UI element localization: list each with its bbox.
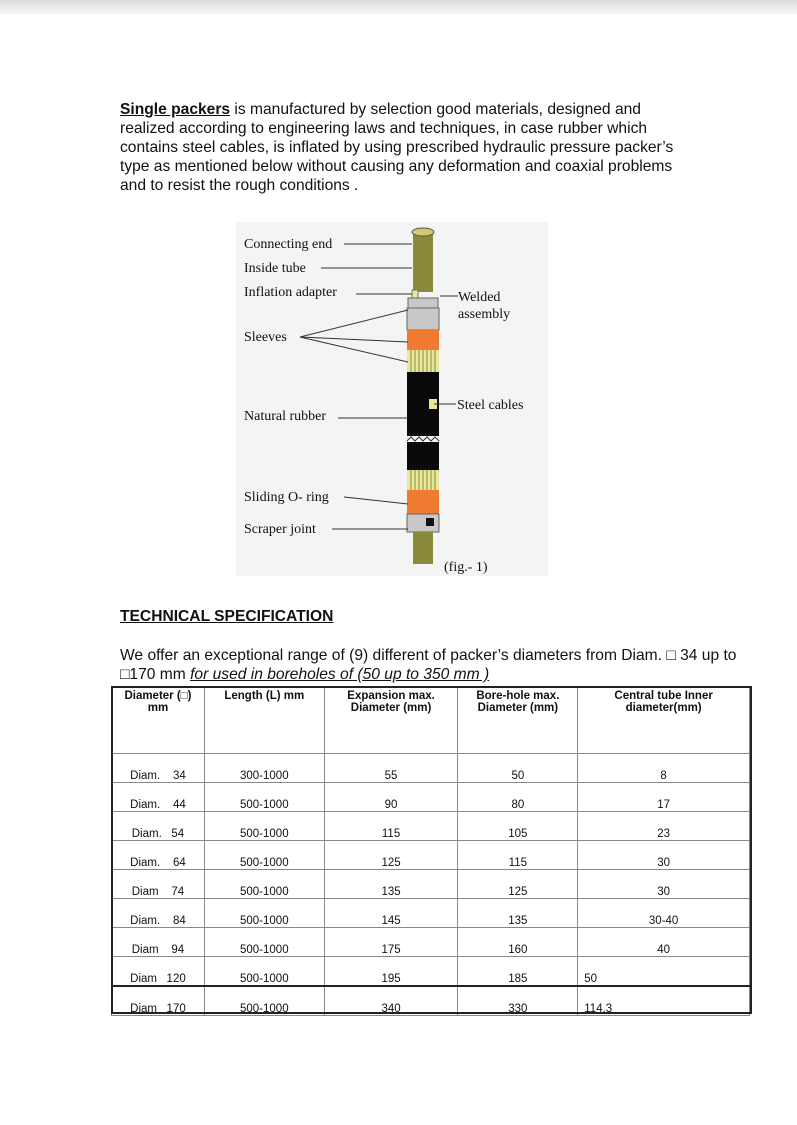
cell-borehole: 185: [458, 957, 578, 987]
label-sleeves: Sleeves: [244, 330, 287, 345]
label-welded: Welded: [458, 290, 501, 305]
oring-mark: [426, 518, 434, 526]
cell-expansion: 55: [324, 754, 458, 783]
cell-borehole: 125: [458, 870, 578, 899]
cell-expansion: 145: [324, 899, 458, 928]
inflation-adapter: [412, 290, 418, 298]
header-central-tube: Central tube Inner diameter(mm): [578, 687, 750, 754]
cell-central-tube: 50: [578, 957, 750, 987]
cell-length: 500-1000: [204, 870, 324, 899]
header-expansion: Expansion max. Diameter (mm): [324, 687, 458, 754]
cell-expansion: 175: [324, 928, 458, 957]
orange-sleeve-top: [407, 330, 439, 350]
cell-expansion: 340: [324, 986, 458, 1016]
intro-body: is manufactured by selection good materials, designed and realized according to engineering laws and techniques, in case rubber which contains steel cables, is inflated by using prescribed hydraulic pressure packer’s type as mentioned below without causing any deformation and coaxial problems and to resist the rough conditions .: [120, 101, 674, 194]
packer-figure: [236, 222, 548, 576]
cell-borehole: 160: [458, 928, 578, 957]
cell-length: 500-1000: [204, 957, 324, 987]
table-row: [112, 957, 750, 987]
offer-note: for used in boreholes of (50 up to 350 mm ): [190, 666, 490, 683]
header-borehole: Bore-hole max. Diameter (mm): [458, 687, 578, 754]
cell-length: 500-1000: [204, 899, 324, 928]
cell-diameter: Diam 74: [112, 870, 205, 899]
cell-length: 500-1000: [204, 841, 324, 870]
cell-diameter: Diam 120: [112, 957, 205, 987]
offer-paragraph: [120, 646, 740, 684]
cell-expansion: 195: [324, 957, 458, 987]
table-row: [112, 928, 750, 957]
intro-paragraph: [120, 100, 680, 195]
table-row: [112, 986, 750, 1016]
intro-lead: Single packers: [120, 101, 231, 118]
table-row: [112, 812, 750, 841]
cell-length: 500-1000: [204, 783, 324, 812]
cell-borehole: 135: [458, 899, 578, 928]
spec-title: TECHNICAL SPECIFICATION: [120, 608, 334, 625]
cell-central-tube: 40: [578, 928, 750, 957]
cell-length: 500-1000: [204, 812, 324, 841]
cell-expansion: 135: [324, 870, 458, 899]
label-scraper-joint: Scraper joint: [244, 522, 316, 537]
upper-sleeve: [407, 308, 439, 330]
cell-length: 500-1000: [204, 986, 324, 1016]
label-steel-cables: Steel cables: [457, 398, 524, 413]
cell-borehole: 80: [458, 783, 578, 812]
cell-length: 500-1000: [204, 928, 324, 957]
cell-diameter: Diam. 44: [112, 783, 205, 812]
cell-length: 300-1000: [204, 754, 324, 783]
label-natural-rubber: Natural rubber: [244, 409, 327, 424]
label-connecting-end: Connecting end: [244, 237, 333, 252]
cable-lines-top: [411, 350, 435, 372]
cell-diameter: Diam. 54: [112, 812, 205, 841]
cell-central-tube: 30: [578, 841, 750, 870]
orange-sleeve-bottom: [407, 490, 439, 514]
inside-tube-top: [413, 230, 433, 292]
cell-borehole: 330: [458, 986, 578, 1016]
cell-central-tube: 17: [578, 783, 750, 812]
table-row: [112, 899, 750, 928]
spec-table-body: [112, 754, 750, 1016]
inside-tube-bottom: [413, 532, 433, 564]
cell-expansion: 125: [324, 841, 458, 870]
natural-rubber-lower: [407, 442, 439, 470]
table-row: [112, 783, 750, 812]
table-row: [112, 754, 750, 783]
label-sliding-oring: Sliding O- ring: [244, 490, 329, 505]
cell-expansion: 90: [324, 783, 458, 812]
cable-lines-bottom: [411, 470, 435, 490]
offer-text: We offer an exceptional range of (9) different of packer’s diameters from Diam. □ 34 up to □170 mm: [120, 647, 737, 683]
cell-diameter: Diam. 84: [112, 899, 205, 928]
cell-diameter: Diam. 34: [112, 754, 205, 783]
cell-borehole: 115: [458, 841, 578, 870]
cell-central-tube: 23: [578, 812, 750, 841]
cell-central-tube: 114.3: [578, 986, 750, 1016]
connecting-end: [412, 228, 434, 236]
break-line: [407, 437, 439, 441]
label-inside-tube: Inside tube: [244, 261, 306, 276]
cell-central-tube: 8: [578, 754, 750, 783]
spec-table: [111, 686, 750, 1016]
cell-expansion: 115: [324, 812, 458, 841]
top-bar: [0, 0, 797, 14]
label-inflation-adapter: Inflation adapter: [244, 285, 337, 300]
scraper-joint: [407, 514, 439, 532]
cell-borehole: 50: [458, 754, 578, 783]
cell-diameter: Diam 94: [112, 928, 205, 957]
cell-central-tube: 30: [578, 870, 750, 899]
cell-diameter: Diam. 64: [112, 841, 205, 870]
figure-caption: (fig.- 1): [444, 560, 488, 575]
table-row: [112, 841, 750, 870]
table-header-row: [112, 687, 750, 754]
welded-assembly: [408, 298, 438, 308]
cell-central-tube: 30-40: [578, 899, 750, 928]
cell-borehole: 105: [458, 812, 578, 841]
packer-diagram: [236, 222, 548, 576]
cell-diameter: Diam 170: [112, 986, 205, 1016]
label-assembly: assembly: [458, 307, 511, 322]
table-row: [112, 870, 750, 899]
header-diameter: Diameter (□) mm: [112, 687, 205, 754]
header-length: Length (L) mm: [204, 687, 324, 754]
